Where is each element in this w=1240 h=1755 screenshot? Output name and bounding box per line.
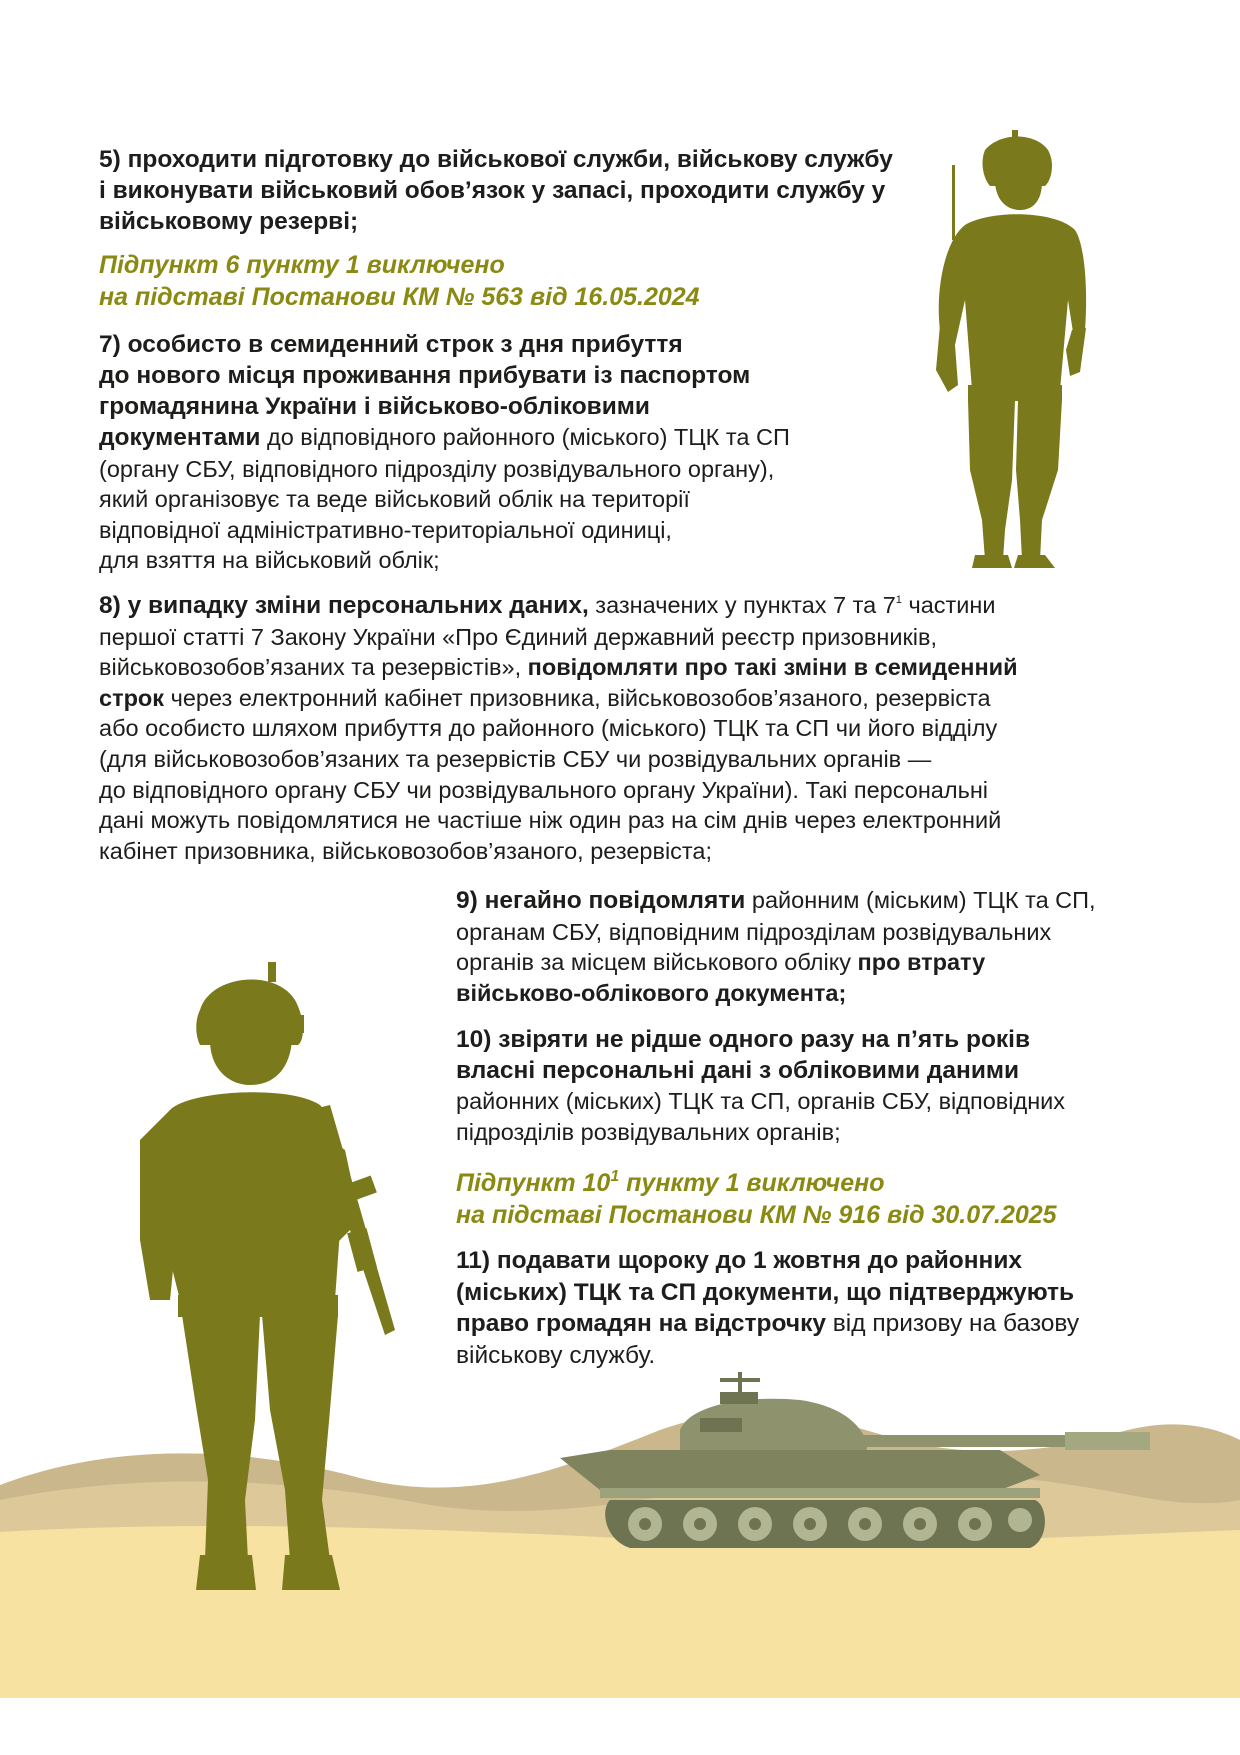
item-7-rest2: (органу СБУ, відповідного підрозділу розвідувального органу), [99,455,775,482]
item-8-bold2: повідомляти про такі зміни в семиденний [527,654,1018,681]
excluded-note-10-1 [456,1168,1236,1231]
item-8-line6: (для військовозобов’язаних та резервістів СБУ чи розвідувальних органів — [99,745,932,772]
item-10-bold1: 10) звіряти не рідше одного разу на п’ять років [456,1026,1031,1053]
item-8-text1: зазначених у пунктах 7 та 7 [588,592,896,618]
item-8-line5: або особисто шляхом прибуття до районного (міського) ТЦК та СП чи його відділу [99,715,998,742]
item-8-line3a: військовозобов’язаних та резервістів», [99,654,528,681]
item-5 [99,144,899,237]
item-9-bold3: військово-облікового документа; [456,979,847,1006]
item-9-bold1: 9) негайно повідомляти [456,887,746,914]
item-10-line3: районних (міських) ТЦК та СП, органів СБУ, відповідних [456,1088,1066,1114]
item-7-rest3: який організовує та веде військовий облік на території [99,486,690,513]
item-11-bold3: право громадян на відстрочку [456,1310,826,1337]
item-11-bold1: 11) подавати щороку до 1 жовтня до районних [456,1247,1023,1274]
item-8-line2: першої статті 7 Закону України «Про Єдиний державний реєстр призовників, [99,623,937,650]
item-8-bold3: строк [99,684,165,711]
excluded-note-6-line1: Підпункт 6 пункту 1 виключено [99,251,505,279]
item-5-text: 5) проходити підготовку до військової служби, військову службу і виконувати військовий обов’язок у запасі, проходити службу у військовому резерві; [99,146,893,235]
item-9-line3a: органів за місцем військового обліку [456,949,858,976]
item-7-rest4: відповідної адміністративно-територіальної одиниці, [99,516,672,543]
item-7-bold-line3: громадянина України і військово-обліковими [99,393,650,420]
item-7-line4 [99,422,919,454]
excluded-note-10-1-line1 [456,1168,1236,1200]
item-11-line3 [456,1308,1186,1340]
item-11-line4: військову службу. [456,1341,656,1369]
item-9-line2: органам СБУ, відповідним підрозділам розвідувальних [456,918,1052,945]
excluded-note-10-1-line1b: пункту 1 виключено [619,1169,885,1197]
item-10-bold2: власні персональні дані з обліковими даними [456,1057,1020,1084]
excluded-note-10-1-line2: на підставі Постанови КМ № 916 від 30.07.2025 [456,1200,1057,1229]
item-8-sup: 1 [895,594,902,606]
item-8-bold1: 8) у випадку зміни персональних даних, [99,592,589,619]
item-9-text1: районним (міським) ТЦК та СП, [745,887,1096,913]
item-8 [99,590,1099,866]
item-8-line9: кабінет призовника, військовозобов’язаного, резервіста; [99,837,713,864]
item-9-line1 [456,885,1176,917]
item-7-rest1: до відповідного районного (міського) ТЦК та СП [260,424,790,450]
item-9 [456,885,1176,1008]
item-10 [456,1024,1176,1147]
item-8-line4 [99,683,1099,714]
item-11-bold2: (міських) ТЦК та СП документи, що підтверджують [456,1278,1075,1306]
item-9-line3 [456,947,1176,978]
item-9-bold2: про втрату [857,949,986,976]
item-10-line4: підрозділів розвідувальних органів; [456,1118,841,1145]
item-8-line8: дані можуть повідомлятися не частіше ніж один раз на сім днів через електронний [99,807,1002,834]
item-8-line3 [99,652,1099,683]
item-7-bold-line1: 7) особисто в семиденний строк з дня прибуття [99,331,683,358]
item-8-text1b: частини [901,592,996,618]
sand-ground [0,1526,1240,1698]
item-11 [456,1245,1186,1371]
excluded-note-6 [99,250,899,313]
item-7-bold-line4: документами [99,424,261,451]
excluded-note-10-1-line1a: Підпункт 10 [456,1169,611,1197]
item-7-bold-line2: до нового місця проживання прибувати із паспортом [99,362,751,389]
excluded-note-10-1-sup: 1 [610,1168,620,1185]
item-8-line4-text: через електронний кабінет призовника, військовозобов’язаного, резервіста [164,684,991,711]
item-11-text1: від призову на базову [825,1310,1080,1337]
item-8-line7: до відповідного органу СБУ чи розвідувального органу України). Такі персональні [99,776,989,803]
item-7-rest5: для взяття на військовий облік; [99,547,440,574]
item-8-line1 [99,590,1099,622]
soldier-silhouette-icon [936,130,1086,568]
item-7 [99,329,919,576]
excluded-note-6-line2: на підставі Постанови КМ № 563 від 16.05.2024 [99,282,700,311]
